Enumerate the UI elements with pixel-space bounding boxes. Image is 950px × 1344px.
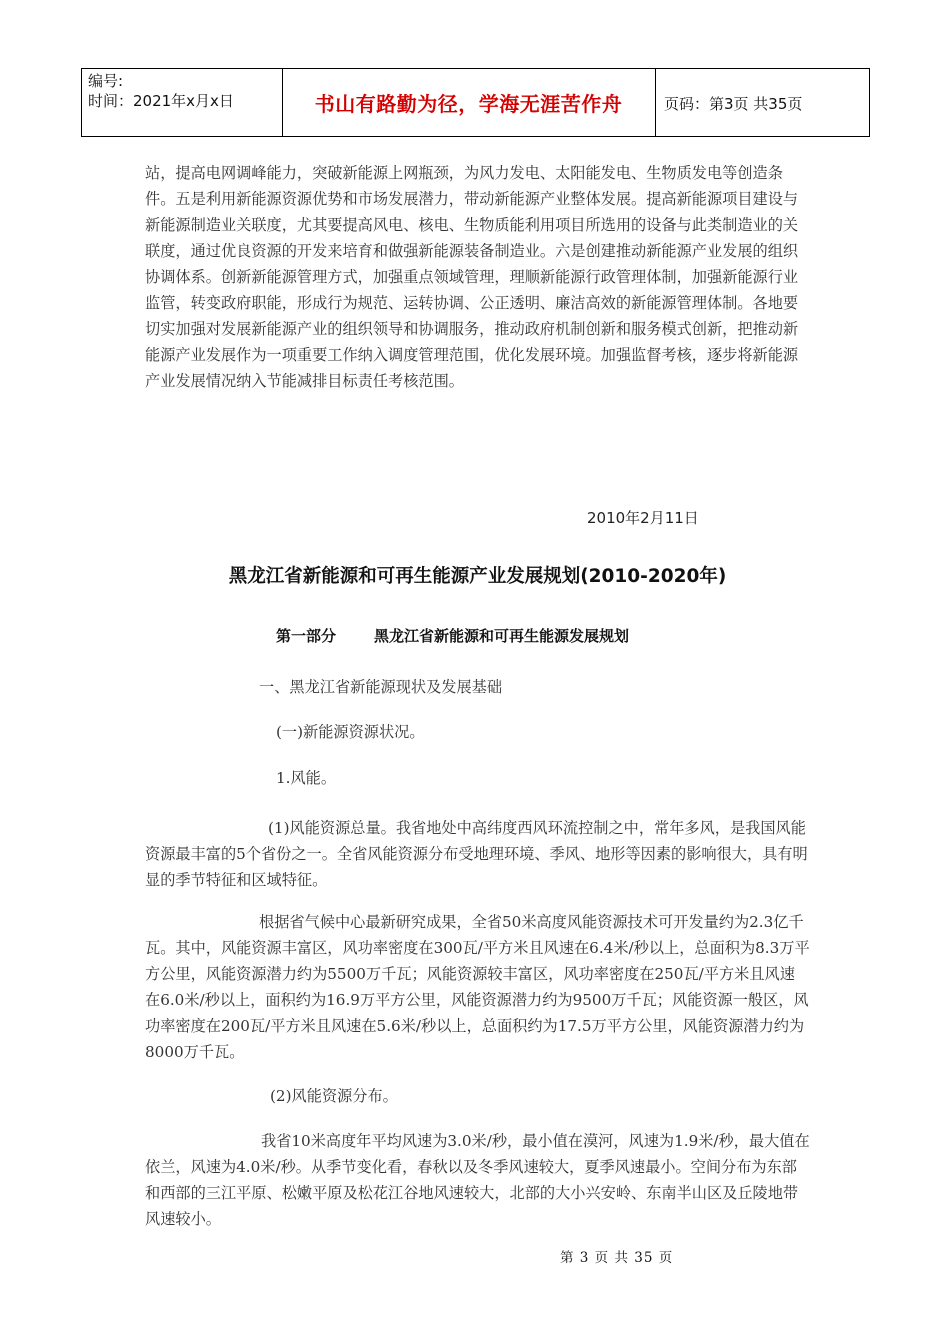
header-top-rule: [81, 68, 870, 69]
paragraph-wind-distribution: 我省10米高度年平均风速为3.0米/秒，最小值在漠河，风速为1.9米/秒，最大值在依兰，风速为4.0米/秒。从季节变化看，春秋以及冬季风速较大，夏季风速最小。空间分布为东部和西部的三江平原、松嫩平原及松花江谷地风速较大，北部的大小兴安岭、东南半山区及丘陵地带风速较小。: [145, 1132, 810, 1228]
header-divider-2: [655, 69, 656, 137]
time-label: 时间：2021年x月x日: [88, 92, 234, 110]
paragraph-intro: 站，提高电网调峰能力，突破新能源上网瓶颈，为风力发电、太阳能发电、生物质发电等创造条件。五是利用新能源资源优势和市场发展潜力，带动新能源产业整体发展。提高新能源项目建设与新能源制造业关联度，尤其要提高风电、核电、生物质能利用项目所选用的设备与此类制造业的关联度，通过优良资源的开发来培育和做强新能源装备制造业。六是创建推动新能源产业发展的组织协调体系。创新新能源管理方式，加强重点领域管理，理顺新能源行政管理体制，加强新能源行业监管，转变政府职能，形成行为规范、运转协调、公正透明、廉洁高效的新能源管理体制。各地要切实加强对发展新能源产业的组织领导和协调服务，推动政府机制创新和服务模式创新，把推动新能源产业发展作为一项重要工作纳入调度管理范围，优化发展环境。加强监督考核，逐步将新能源产业发展情况纳入节能减排目标责任考核范围。: [145, 164, 799, 390]
header-motto: 书山有路勤为径，学海无涯苦作舟: [314, 92, 623, 116]
part-name: 黑龙江省新能源和可再生能源发展规划: [374, 627, 630, 645]
document-title: 黑龙江省新能源和可再生能源产业发展规划(2010-2020年): [228, 566, 727, 587]
item-heading-wind: 1.风能。: [276, 769, 337, 787]
paragraph-wind-research: 根据省气候中心最新研究成果，全省50米高度风能资源技术可开发量约为2.3亿千瓦。其中，风能资源丰富区，风功率密度在300瓦/平方米且风速在6.4米/秒以上，总面积为8.3万平方公里，风能资源潜力约为5500万千瓦；风能资源较丰富区，风功率密度在250瓦/平方米且风速在6.0米/秒以上，面积约为16.9万平方公里，风能资源潜力约为9500万千瓦；风能资源一般区，风功率密度在200瓦/平方米且风速在5.6米/秒以上，总面积约为17.5万平方公里，风能资源潜力约为8000万千瓦。: [145, 913, 810, 1061]
header-bottom-rule: [81, 136, 870, 137]
paragraph-wind-total: (1)风能资源总量。我省地处中高纬度西风环流控制之中，常年多风，是我国风能资源最丰富的5个省份之一。全省风能资源分布受地理环境、季风、地形等因素的影响很大，具有明显的季节特征和区域特征。: [145, 819, 808, 889]
sub-item-heading-distribution: (2)风能资源分布。: [270, 1087, 398, 1105]
document-date: 2010年2月11日: [587, 509, 699, 527]
section-heading-1: 一、黑龙江省新能源现状及发展基础: [259, 678, 502, 696]
code-label: 编号:: [88, 72, 124, 90]
part-heading: [276, 625, 629, 646]
subsection-heading-1: (一)新能源资源状况。: [276, 723, 425, 741]
header-border-left: [81, 69, 82, 137]
header-meta: [88, 71, 278, 111]
header-page-info: 页码：第3页 共35页: [664, 95, 803, 113]
header-border-right: [869, 69, 870, 137]
page-footer: 第 3 页 共 35 页: [560, 1250, 674, 1266]
part-label: 第一部分: [276, 627, 337, 645]
